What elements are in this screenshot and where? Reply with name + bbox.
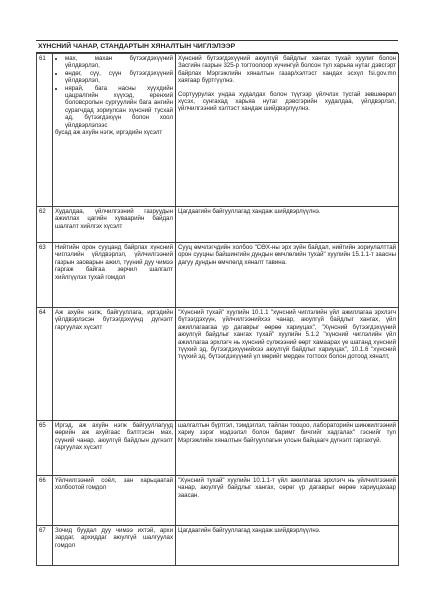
row-number: 61 xyxy=(37,54,53,207)
row-number: 63 xyxy=(37,243,53,308)
case-description xyxy=(53,54,176,207)
resolution-text: "Хүнсний тухай" хуулийн 10.1.1-т үйл ажиллагаа эрхлэгч нь үйлчилгээний чанар, аюулгүй байдлыг хангах, сөрөг үр дагаврыг өөрөө хариуцахаар заасан. xyxy=(176,476,399,526)
case-description: Аж ахуйн нэгж, байгууллага, иргэдийн үйлдвэрлэсэн бүтээгдэхүүнд дүгнэлт гаргуулах хүсэлт xyxy=(53,308,176,421)
case-bullet-list xyxy=(55,55,173,129)
row-number: 65 xyxy=(37,421,53,476)
list-item: • мах, махан бүтээгдэхүүний үйлдвэрлэл, xyxy=(65,55,173,70)
case-description: Үйлчилгээний соёл, зан харьцаатай холбоотой гомдол xyxy=(53,476,176,526)
resolution-text xyxy=(176,54,399,207)
resolution-text: Сууц өмчлэгчдийн холбоо "СӨХ-ны эрх зүйн байдал, нийтийн зориулалттай орон сууцны байшингийн дундын өмчлөлийн тухай" хуулийн 15.1.1-т заасны дагуу дундын өмчлөлд хяналт тавина. xyxy=(176,243,399,308)
case-tail: бусад аж ахуйн нэгж, иргэдийн хүсэлт xyxy=(55,129,163,137)
resolution-paragraph: Сортуурулах ундаа худалдах болон түүгээр үйлчлэх тусгай зөвшөөрөл хүсэх, сунгахад харьяа нутаг дэвсгэрийн худалдаа, үйлдвэрлэл, үйлчилгээний хэлтэст хандаж шийдвэрлүүлнэ. xyxy=(178,90,396,113)
table-row xyxy=(37,476,399,526)
table-row xyxy=(37,421,399,476)
document-page xyxy=(36,40,398,566)
regulation-table xyxy=(36,53,399,566)
table-row xyxy=(37,243,399,308)
row-number: 64 xyxy=(37,308,53,421)
case-description: Нийтийн орон сууцанд байрлах хүнсний чиглэлийн үйлдвэрлэл, үйлчилгээний газрын заоварын ажил, түүний дуу чимээ гаргаж байгаа зөрчил шалгалт хийлгүүлэх тухай гомдол xyxy=(53,243,176,308)
table-row xyxy=(37,308,399,421)
resolution-paragraph: Хүнсний бүтээгдэхүүний аюулгүй байдлыг хангах тухай хуулиг болон Засгийн газрын 325-р тогтоолоор хүчингүй болсон тул харьяа нутаг дэвсгэрт байрлах Мэргэжлийн хяналтын газар/хэлтэст хандах эсхүл fsi.gov.mn хаягаар бүртгүүлнэ. xyxy=(178,55,396,85)
table-row xyxy=(37,526,399,566)
list-item: • нярай, бага насны хүүхдийн цацралгийн хүүхэд, еренхий боловсролын сургуулийн бага ангийн сурагчдад зориулсан хүнсний тусхай ад, бүтээгдэхүүн болон хоол үйлдвэрлэлээс xyxy=(65,85,173,129)
case-description: Худалдаа, үйлчилгээний газруудын ажиллах цагийн хуваарийн байдал шалгалт хийлгэх хүсэлт xyxy=(53,207,176,243)
resolution-text: "Хүнсний тухай" хуулийн 10.1.1 "хүнсний чиглэлийн үйл ажиллагаа эрхлэгч бүтээгдэхүүн, үйлчилгээнийхээ чанар, аюулгүй байдлыг хангах, үйл ажиллагаагаа үр дагаврыг өөрөө хариуцах", "Хүнсний бүтээгдэхүүний аюулгүй байдлыг хангах тухай" хуулийн 5.1.2 "хүнсний чиглэлийн үйл ажиллагаа эрхлэгч нь хүнсний сүлжээний өөрт хамаарах үе шатанд хүнсний түүхий эд, бүтээгдэхүүнийхээ аюулгүй байдлыг хариуцах", 10.1.6 "хүнсний түүхий эд, бүтээгдэхүүний үл мөрийг мерден тогтоох болон дотоод хяналт, xyxy=(176,308,399,421)
resolution-text: шалгалтын бүртгэл, тэмдэглэл, тайлан тооцоо, лабораторийн шинжилгээний хариу зэрэг мэдээлэл болон баримт бичгийг хадгалах" гэснийг тул Мэргэжлийн хяналтын байгууллагын улсын байцаагч дүгнэлт гаргахгүй. xyxy=(176,421,399,476)
table-row xyxy=(37,54,399,207)
list-item: • өндөг, сүү, сүүн бүтээгдэхүүний үйлдвэрлэл, xyxy=(65,70,173,85)
row-number: 66 xyxy=(37,476,53,526)
case-description: Иргэд, аж ахуйн нэгж байгууллагууд өөрийн аж ахуйгаас бэлтгэсэн мах, сүүний чанар, аюулгүй байдлын дүгнэлт гаргуулах хүсэлт xyxy=(53,421,176,476)
section-header: ХҮНСНИЙ ЧАНАР, СТАНДАРТЫН ХЯНАЛТЫН ЧИГЛЭЛЭЭР xyxy=(36,40,398,53)
resolution-text: Цагдаагийн байгууллагад хандаж шийдвэрлүүлнэ. xyxy=(176,207,399,243)
row-number: 62 xyxy=(37,207,53,243)
row-number: 67 xyxy=(37,526,53,566)
resolution-text: Цагдаагийн байгууллагад хандаж шийдвэрлүүлнэ. xyxy=(176,526,399,566)
table-row xyxy=(37,207,399,243)
case-description: Зочид буудал дуу чимээ ихтэй, архи зардаг, архиддаг аюулгүй шалгуулах гомдол xyxy=(53,526,176,566)
